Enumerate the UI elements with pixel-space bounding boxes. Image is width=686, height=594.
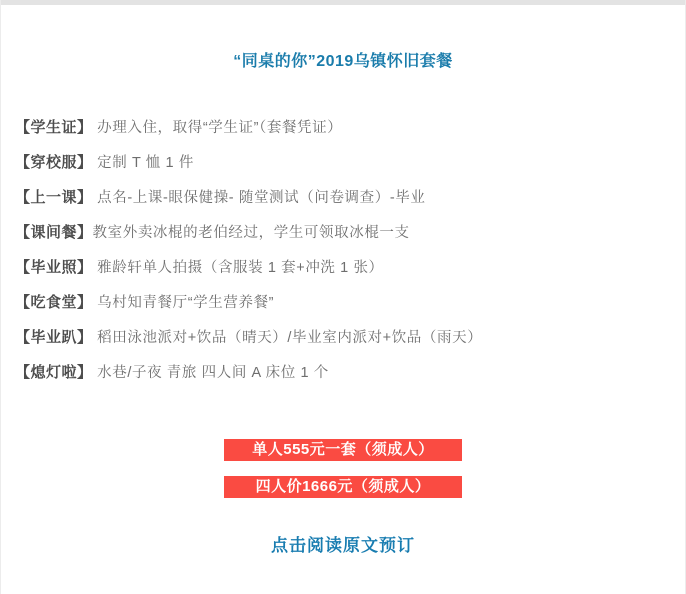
page-title: “同桌的你”2019乌镇怀旧套餐: [233, 53, 453, 70]
single-price-banner[interactable]: 单人555元一套（须成人）: [224, 439, 462, 461]
item-label: 【课间餐】: [15, 224, 93, 241]
item-label: 【学生证】: [15, 119, 93, 136]
list-item: [15, 109, 685, 144]
item-label: 【熄灯啦】: [15, 364, 93, 381]
item-text: 点名-上课-眼保健操- 随堂测试（问卷调查）-毕业: [92, 190, 426, 206]
item-text: 定制 T 恤 1 件: [92, 155, 194, 171]
item-text: 乌村知青餐厅“学生营养餐”: [92, 295, 275, 311]
list-item: [15, 179, 685, 214]
group-price-banner[interactable]: 四人价1666元（须成人）: [224, 476, 462, 498]
item-label: 【毕业照】: [15, 259, 93, 276]
item-label: 【毕业趴】: [15, 329, 93, 346]
list-item: [15, 319, 685, 354]
price-banner-group: [1, 439, 685, 498]
item-text: 水巷/子夜 青旅 四人间 A 床位 1 个: [92, 365, 329, 381]
item-label: 【吃食堂】: [15, 294, 93, 311]
list-item: [15, 354, 685, 389]
list-item: [15, 284, 685, 319]
list-item: [15, 144, 685, 179]
item-text: 教室外卖冰棍的老伯经过，学生可领取冰棍一支: [92, 225, 410, 241]
list-item: [15, 214, 685, 249]
item-text: 稻田泳池派对+饮品（晴天）/毕业室内派对+饮品（雨天）: [92, 330, 483, 346]
item-text: 雅龄轩单人拍摄（含服装 1 套+冲洗 1 张）: [92, 260, 384, 276]
item-text: 办理入住，取得“学生证”（套餐凭证）: [92, 120, 343, 136]
item-label: 【上一课】: [15, 189, 93, 206]
item-label: 【穿校服】: [15, 154, 93, 171]
read-original-link[interactable]: 点击阅读原文预订: [271, 536, 415, 555]
list-item: [15, 249, 685, 284]
top-divider: [1, 0, 685, 5]
package-item-list: [15, 109, 685, 389]
